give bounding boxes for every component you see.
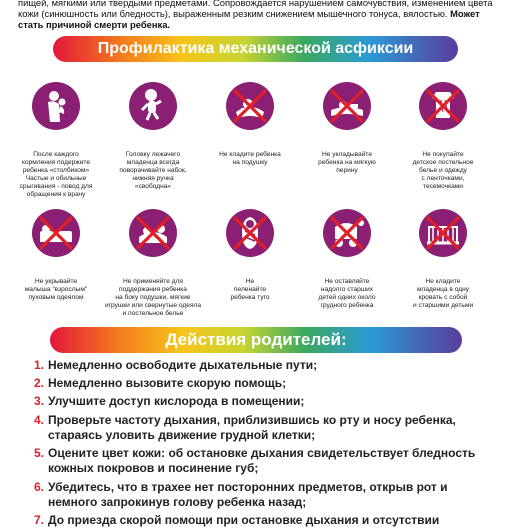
tip-caption [104,278,202,318]
tip-caption-line: младенца всегда [126,159,180,166]
action-item [30,376,286,391]
tip-caption-line: Не покупайте [422,151,464,158]
tip-caption-line: малыша "взрослым" [24,286,88,293]
tip-caption-line: детей одних около [318,294,376,301]
tip-caption-line: Головку лежачего [125,151,181,158]
tip-caption-line: на подушку [232,159,268,166]
action-number: 7. [33,513,44,527]
tip-caption [201,151,299,167]
action-item [30,394,304,409]
crib-crossed-icon [419,209,467,257]
tip-caption [201,278,299,302]
action-text: Проверьте частоту дыхания, приблизившись ко рту и носу ребенка, [48,413,456,427]
tip-caption-line: Не кладите ребенка [219,151,281,158]
intro-line-2-text: кожи (синюшность или бледность), выраженным резким снижением мышечного тонуса, вялостью. [18,8,448,19]
tip-caption-line: Не укрывайте [34,278,78,285]
action-text: Немедленно вызовите скорую помощь; [48,376,287,390]
tip-caption-line: Не оставляйте [324,278,370,285]
tip-caption-line: Не применяйте для [123,278,183,285]
action-item [30,480,448,510]
tip-caption [7,151,105,199]
tip-caption-line: пуховым одеялом [28,294,84,301]
tip-caption [394,278,492,310]
action-item [30,358,317,373]
tip-caption-line: ребенка «столбиком» [22,167,90,174]
tip-caption-line: После каждого [33,151,79,158]
action-text: Убедитесь, что в трахее нет посторонних предметов, открыв рот и [48,480,448,494]
intro-line-2-bold: Может [450,8,480,19]
tip-caption-line: на боку подушки, мягкие [115,294,191,301]
swaddled-baby-crossed-icon [226,209,274,257]
tip-caption-line: надолго старших [320,286,374,293]
soft-bed-crossed-icon [323,82,371,130]
action-text: Оцените цвет кожи: об остановке дыхания свидетельствует бледность [48,446,476,460]
tip-caption-line: ребенка туго [230,294,270,301]
tip-caption-line: «свободна» [134,183,172,190]
clothes-ribbons-crossed-icon [419,82,467,130]
action-number: 2. [33,376,44,390]
action-number: 6. [33,480,44,494]
action-text: Немедленно освободите дыхательные пути; [48,358,318,372]
action-number: 4. [33,413,44,427]
parents-actions-banner [50,327,462,353]
tip-caption [298,151,396,175]
tip-caption-line: кровать с собой [418,294,468,301]
action-line [30,376,286,391]
action-line [30,428,456,443]
intro-line-2 [18,8,496,19]
tip-caption-line: с ленточками, [421,175,465,182]
tip-caption-line: тесемочками [423,183,463,190]
tip-caption-line: поддержания ребенка [119,286,187,293]
parents-actions-banner-title: Действия родителей: [165,330,347,349]
intro-line-1: пищей, мягкими или твердыми предметами. Сопровождается нарушением самочувствия, изменением цвета [18,0,493,8]
action-item [30,513,439,528]
tip-caption-line: игрушки или свернутые одеяла [104,302,202,309]
action-number: 1. [33,358,44,372]
action-line [30,358,317,373]
action-number: 3. [33,394,44,408]
mother-burping-baby-icon [32,82,80,130]
intro-line-3 [18,19,496,30]
tip-caption-line: пеленайте [233,286,267,293]
action-line [30,513,439,528]
prevention-banner [53,36,458,62]
tip-caption-line: поворачивайте набок, [119,167,187,174]
tip-caption-line: кормления подержите [21,159,91,166]
action-text: немного запрокинув голову ребенка назад; [48,495,307,509]
action-text: До приезда скорой помощи при остановке дыхания и отсутствии [48,513,440,527]
tip-caption-line: обращения к врачу [26,191,86,198]
tip-caption [104,151,202,191]
pillow-support-crossed-icon [129,209,177,257]
action-line [30,394,304,409]
action-line [30,495,448,510]
action-item [30,446,475,476]
action-line [30,461,475,476]
action-line [30,413,456,428]
prevention-banner-title: Профилактика механической асфиксии [97,40,414,57]
tip-caption-line: Не укладывайте [321,151,372,158]
intro-line-3-bold: стать причиной смерти ребенка. [18,19,171,30]
tip-caption [394,151,492,191]
action-item [30,413,456,443]
tip-caption-line: младенца в одну [416,286,470,293]
action-number: 5. [33,446,44,460]
action-text: стараясь уловить движение грудной клетки; [48,428,316,442]
tip-caption-line: срыгивания - повод для [19,183,93,190]
stroller-crossed-icon [323,209,371,257]
action-line [30,446,475,461]
baby-lying-icon [129,82,177,130]
action-text: Улучшите доступ кислорода в помещении; [48,394,305,408]
tip-caption-line: детское постельное [412,159,474,166]
tip-caption-line: перину [336,167,358,174]
tip-caption-line: ребенка на мягкую [318,159,376,166]
tip-caption-line: грудного ребенка [320,302,374,309]
tip-caption [7,278,105,302]
tip-caption-line: и старшими детьми [412,302,474,309]
action-text: кожных покровов и посинение губ; [48,461,259,475]
tip-caption-line: Не кладите [425,278,461,285]
tip-caption-line: Частые и обильные [25,175,87,182]
tip-caption [298,278,396,310]
tip-caption-line: нижняя ручка [132,175,174,182]
tip-caption-line: и постельное белье [122,310,184,317]
tip-caption-line: белье и одежду [419,167,467,174]
heavy-blanket-crossed-icon [32,209,80,257]
tip-caption-line: Не [245,278,255,285]
action-line [30,480,448,495]
pillow-crossed-icon [226,82,274,130]
intro-paragraph [18,0,496,30]
